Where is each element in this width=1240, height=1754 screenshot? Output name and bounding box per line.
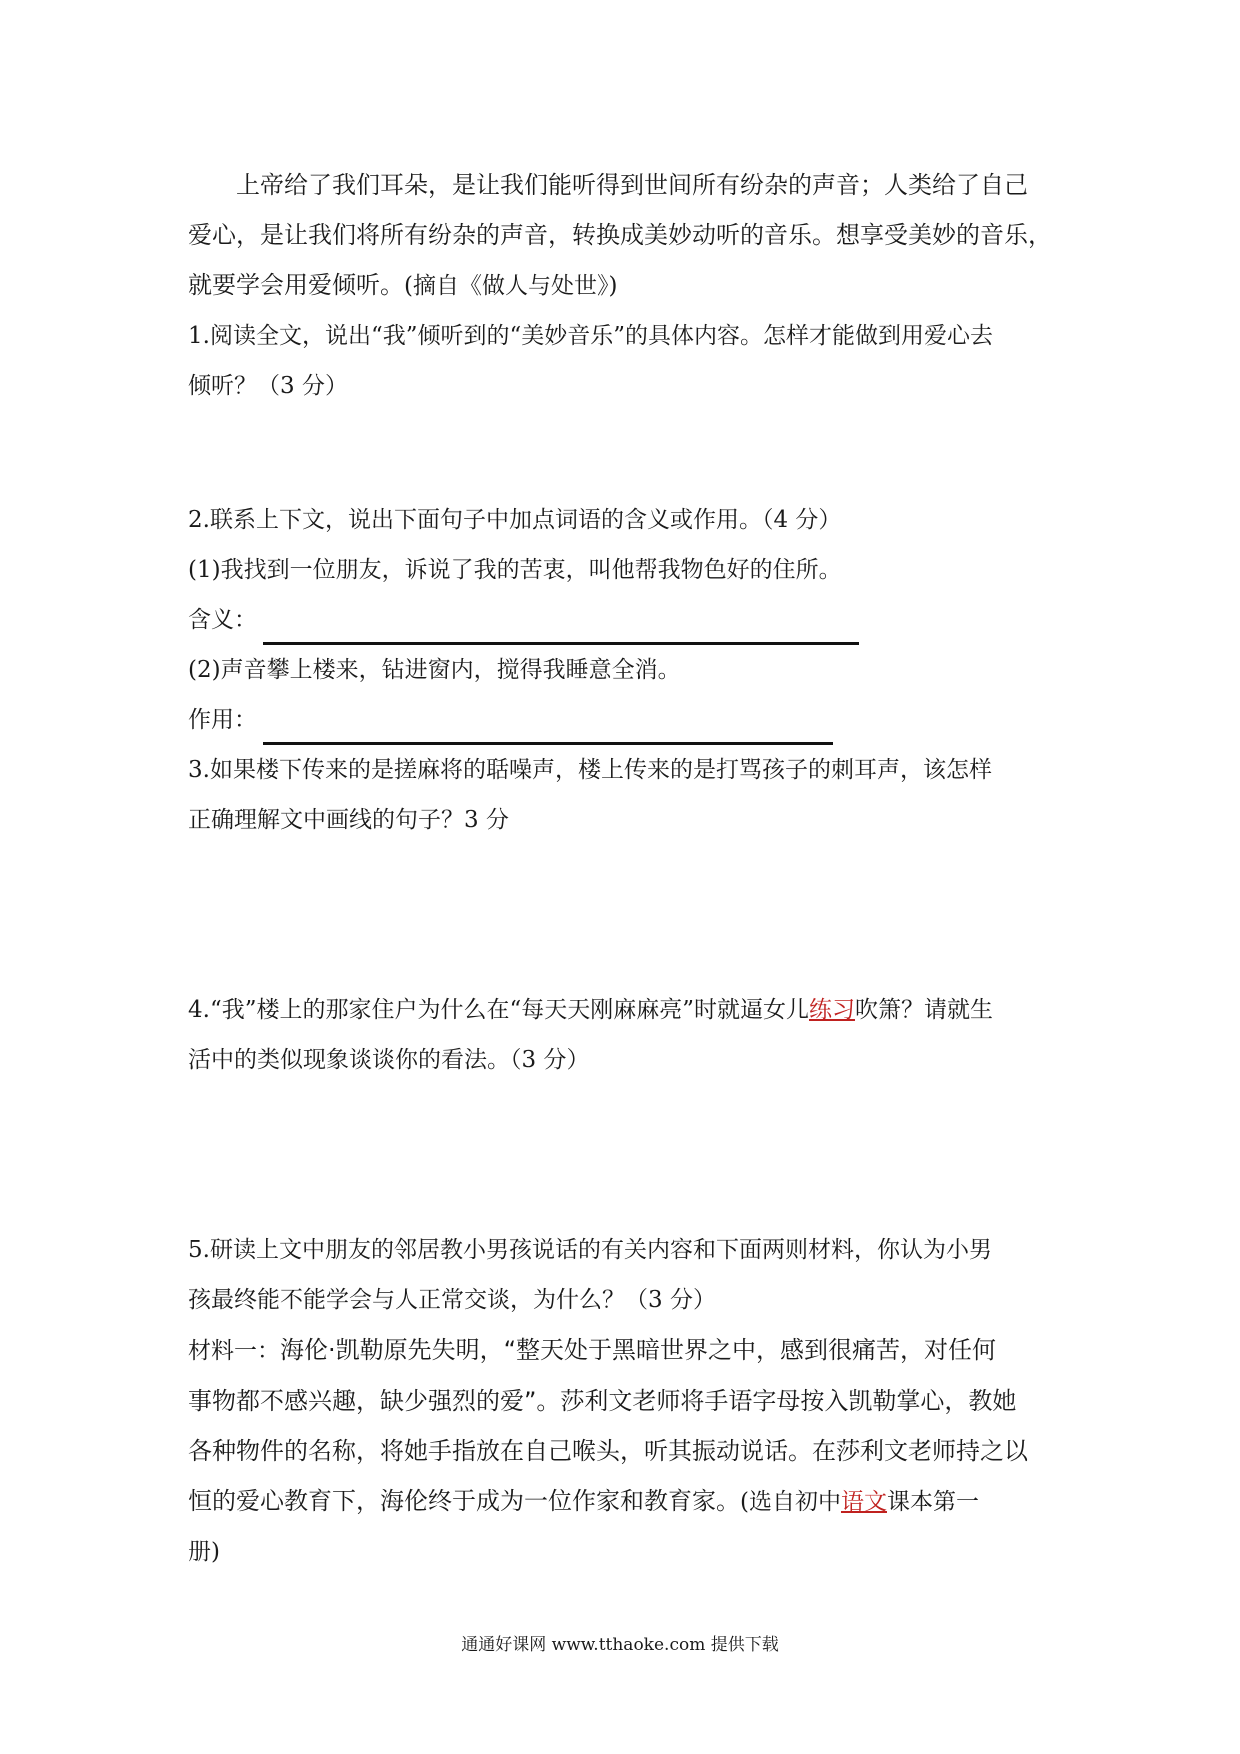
meaning-answer-line[interactable] [263,608,859,645]
document-body [188,160,1058,1577]
question-4-line-2: 活中的类似现象谈谈你的看法。（3 分） [188,1047,590,1073]
question-3-line-2: 正确理解文中画线的句子？3 分 [188,807,509,833]
intro-line-2: 爱心，是让我们将所有纷杂的声音，转换成美妙动听的音乐。想享受美妙的音乐， [188,221,1052,249]
material-one-line-5: 册) [188,1539,220,1565]
question-5-line-1: 5.研读上文中朋友的邻居教小男孩说话的有关内容和下面两则材料，你认为小男 [188,1237,992,1263]
question-1-line-2: 倾听？（3 分） [188,373,348,399]
answer-row-function [188,695,1058,745]
material-one-line-2: 事物都不感兴趣，缺少强烈的爱”。莎利文老师将手语字母按入凯勒掌心，教她 [188,1387,1017,1415]
function-label: 作用： [188,707,257,733]
material-one-line-1 [188,1325,1058,1376]
question-3-line-1: 3.如果楼下传来的是搓麻将的聒噪声，楼上传来的是打骂孩子的刺耳声，该怎样 [188,757,992,783]
answer-space-4[interactable] [188,1085,1058,1225]
intro-line-3 [140,260,617,311]
question-3 [188,745,1058,845]
intro-paragraph [188,160,1058,311]
material-one-line-4 [188,1476,1058,1527]
meaning-label: 含义： [188,607,257,633]
intro-line-1: 上帝给了我们耳朵，是让我们能听得到世间所有纷杂的声音；人类给了自己 [236,171,1028,199]
answer-row-meaning [188,595,1058,645]
answer-space-3[interactable] [188,845,1058,985]
page-footer: 通通好课网 www.tthaoke.com 提供下载 [461,1635,779,1655]
chinese-link[interactable]: 语文 [840,1489,887,1515]
practice-link[interactable]: 练习 [808,997,855,1023]
function-answer-line[interactable] [263,708,833,745]
material-one-source-b: 课本第一 [886,1489,979,1515]
question-2-sub-2: (2)声音攀上楼来，钻进窗内，搅得我睡意全消。 [188,657,681,683]
question-4-line-1-a: 4.“我”楼上的那家住户为什么在“每天天刚麻麻亮”时就逼女儿 [188,997,809,1023]
question-2-stem: 2.联系上下文，说出下面句子中加点词语的含义或作用。（4 分） [188,507,842,533]
question-4 [188,985,1058,1085]
question-5-line-2: 孩最终能不能学会与人正常交谈，为什么？（3 分） [188,1287,716,1313]
question-2-sub-1: (1)我找到一位朋友，诉说了我的苦衷，叫他帮我物色好的住所。 [188,557,842,583]
question-2 [188,495,1058,745]
material-one-source-a: (选自初中 [740,1489,841,1515]
material-one [188,1325,1058,1577]
question-4-line-1 [188,985,1058,1035]
material-one-line-1-text: 海伦·凯勒原先失明，“整天处于黑暗世界之中，感到很痛苦，对任何 [280,1336,997,1364]
material-one-line-3: 各种物件的名称，将她手指放在自己喉头，听其振动说话。在莎利文老师持之以 [188,1437,1028,1465]
question-1 [188,311,1058,411]
question-5 [188,1225,1058,1325]
answer-space-1[interactable] [188,411,1058,495]
intro-line-3-text: 就要学会用爱倾听。 [188,271,404,299]
material-one-lead: 材料一： [188,1338,280,1364]
question-4-line-1-b: 吹箫？请就生 [854,997,993,1023]
material-one-line-4-text: 恒的爱心教育下，海伦终于成为一位作家和教育家。 [188,1487,740,1515]
question-1-line-1: 1.阅读全文，说出“我”倾听到的“美妙音乐”的具体内容。怎样才能做到用爱心去 [188,323,993,349]
intro-source: (摘自《做人与处世》) [404,273,618,299]
